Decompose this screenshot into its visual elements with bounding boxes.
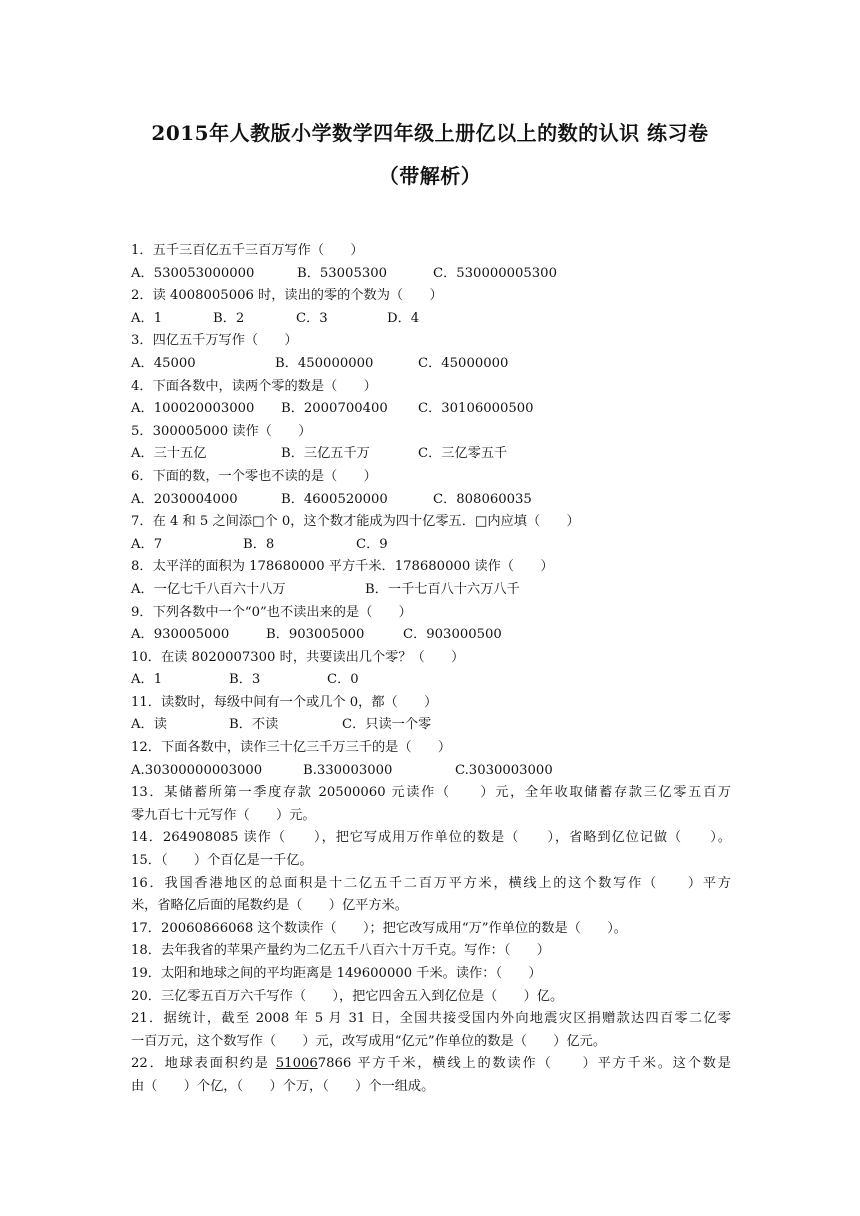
question-16-line-1: 16．我国香港地区的总面积是十二亿五千二百万平方米，横线上的这个数写作（ ）平方 [131, 875, 731, 891]
question-3: 3．四亿五千万写作（ ） [131, 333, 298, 349]
question-9: 9．下列各数中一个“0”也不读出来的是（ ） [131, 604, 412, 620]
options-12 [131, 760, 731, 783]
option-a: A．1 [131, 672, 163, 688]
option-c: C．530000005300 [433, 265, 557, 281]
options-2 [131, 308, 731, 331]
underlined-digits: 51006 [275, 1056, 318, 1072]
option-b: B．2 [213, 310, 245, 326]
question-22-line-1 [131, 1053, 731, 1076]
options-5 [131, 443, 731, 466]
question-14: 14．264908085 读作（ ），把它写成用万作单位的数是（ ），省略到亿位记做（ ）。 [131, 830, 731, 846]
question-21-line-1: 21．据统计，截至 2008 年 5 月 31 日，全国共接受国内外向地震灾区捐赠款达四百零二亿零 [131, 1011, 731, 1027]
options-9 [131, 624, 731, 647]
option-c: C．三亿零五千 [418, 446, 508, 462]
question-21-line-2: 一百万元，这个数写作（ ）元，改写成用“亿元”作单位的数是（ ）亿元。 [131, 1033, 607, 1049]
option-b: B．4600520000 [281, 491, 388, 507]
question-4: 4．下面各数中，读两个零的数是（ ） [131, 378, 377, 394]
question-13-line-2: 零九百七十元写作（ ）元。 [131, 807, 316, 823]
question-2: 2．读 4008005006 时，读出的零的个数为（ ） [131, 288, 443, 304]
options-1 [131, 263, 731, 286]
option-c: C．0 [327, 672, 359, 688]
question-22-line-2: 由（ ）个亿，（ ）个万，（ ）个一组成。 [131, 1078, 435, 1094]
option-c: C．30106000500 [418, 401, 534, 417]
question-1: 1．五千三百亿五千三百万写作（ ） [131, 243, 364, 258]
option-b: B．450000000 [275, 355, 374, 371]
option-b: B．2000700400 [281, 401, 388, 417]
question-22-suffix: 7866 平方千米，横线上的数读作（ ）平方千米。这个数是 [317, 1056, 731, 1072]
question-20: 20．三亿零五百万六千写作（ ），把它四舍五入到亿位是（ ）亿。 [131, 988, 564, 1004]
question-5: 5．300005000 读作（ ） [131, 423, 312, 439]
question-19: 19．太阳和地球之间的平均距离是 149600000 千米。读作：（ ） [131, 966, 542, 981]
option-b: B．不读 [229, 717, 279, 733]
question-6: 6．下面的数，一个零也不读的是（ ） [131, 468, 377, 484]
option-b: B．3 [229, 672, 261, 688]
option-b: B．一千七百八十六万八千 [365, 581, 520, 597]
option-c: C．808060035 [433, 491, 532, 507]
question-10: 10．在读 8020007300 时，共要读出几个零？（ ） [131, 649, 465, 665]
question-8: 8．太平洋的面积为 178680000 平方千米．178680000 读作（ ） [131, 559, 554, 575]
options-10 [131, 669, 731, 692]
option-c: C.3030003000 [455, 762, 553, 778]
options-7 [131, 534, 731, 557]
options-6 [131, 489, 731, 512]
option-c: C．3 [296, 310, 328, 326]
options-4 [131, 398, 731, 421]
option-a: A．读 [131, 717, 167, 733]
option-b: B．三亿五千万 [281, 446, 370, 462]
option-a: A．7 [131, 536, 163, 552]
option-a: A．一亿七千八百六十八万 [131, 581, 286, 597]
option-a: A．三十五亿 [131, 446, 207, 462]
question-17: 17．20060866068 这个数读作（ ）；把它改写成用“万”作单位的数是（ ）。 [131, 920, 627, 936]
option-a: A．45000 [131, 355, 196, 371]
page-subtitle: （带解析） [378, 164, 482, 188]
option-c: C．9 [356, 536, 388, 552]
question-7: 7．在 4 和 5 之间添□个 0，这个数才能成为四十亿零五．□内应填（ ） [131, 514, 580, 530]
option-a: A．100020003000 [131, 401, 255, 417]
option-a: A．930005000 [131, 627, 230, 643]
question-18: 18．去年我省的苹果产量约为二亿五千八百六十万千克。写作：（ ） [131, 943, 550, 959]
option-b: B.330003000 [303, 762, 393, 778]
option-d: D．4 [387, 310, 420, 326]
question-16-line-2: 米，省略亿后面的尾数约是（ ）亿平方米。 [131, 898, 408, 914]
page-title: 2015年人教版小学数学四年级上册亿以上的数的认识 练习卷 [151, 121, 709, 145]
option-a: A．530053000000 [131, 265, 255, 281]
option-a: A．1 [131, 310, 163, 326]
options-8 [131, 579, 731, 602]
question-list [131, 240, 731, 1099]
question-13-line-1: 13．某储蓄所第一季度存款 20500060 元读作（ ）元，全年收取储蓄存款三亿零五百万 [131, 785, 731, 801]
options-11 [131, 714, 731, 737]
option-a: A.30300000003000 [131, 762, 263, 778]
option-c: C．45000000 [418, 355, 509, 371]
option-b: B．903005000 [266, 627, 365, 643]
option-b: B．8 [243, 536, 275, 552]
option-b: B．53005300 [297, 265, 388, 281]
options-3 [131, 353, 731, 376]
option-c: C．只读一个零 [342, 717, 432, 733]
question-22-prefix: 22．地球表面积约是 [131, 1056, 276, 1072]
option-a: A．2030004000 [131, 491, 238, 507]
question-15: 15．（ ）个百亿是一千亿。 [131, 853, 313, 869]
question-12: 12．下面各数中，读作三十亿三千万三千的是（ ） [131, 740, 452, 756]
option-c: C．903000500 [403, 627, 502, 643]
question-11: 11．读数时，每级中间有一个或几个 0，都（ ） [131, 694, 438, 710]
